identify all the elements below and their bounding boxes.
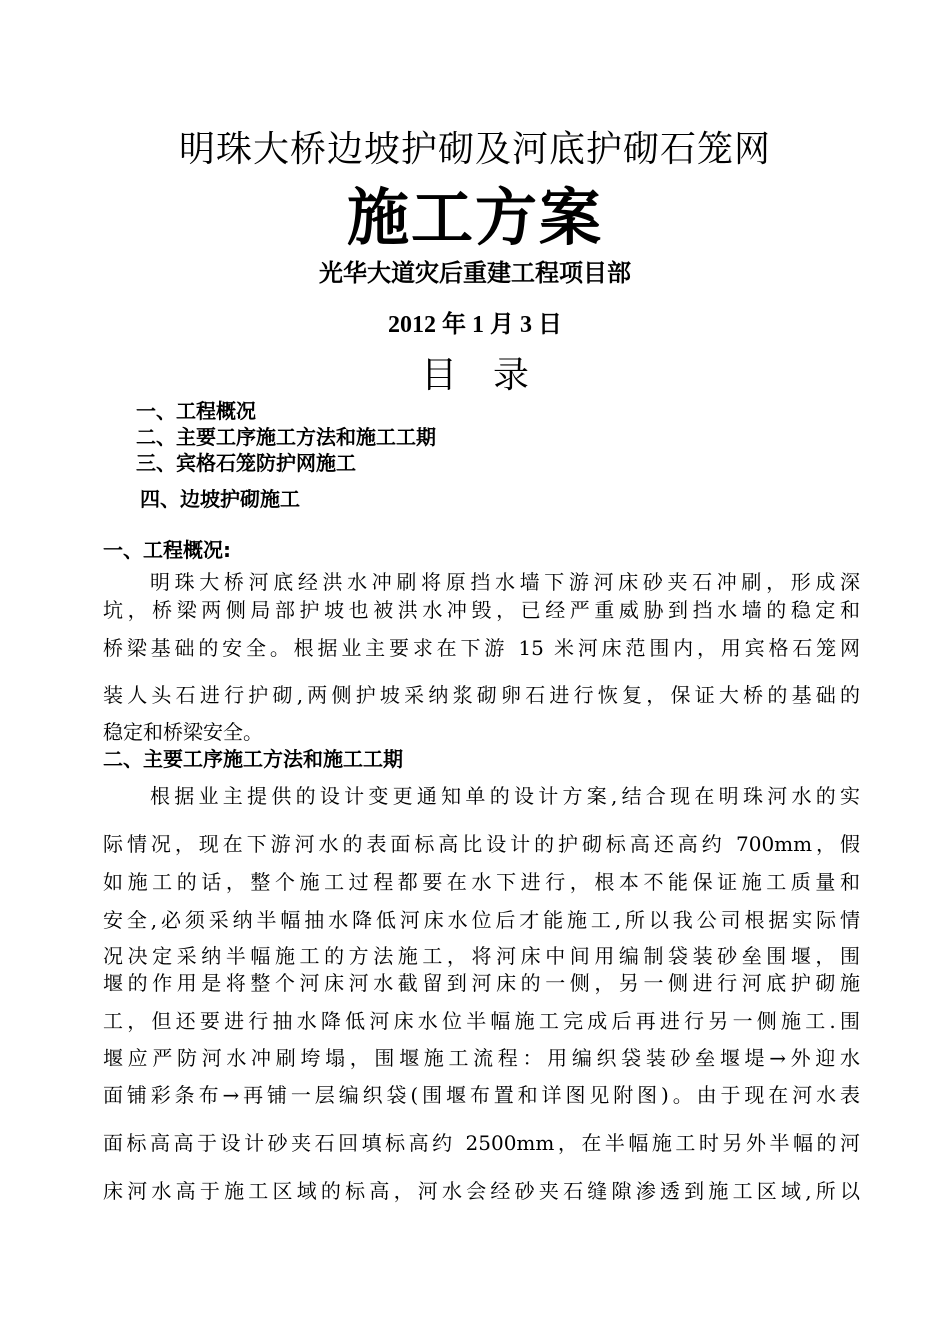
paragraph-line: 根据业主提供的设计变更通知单的设计方案,结合现在明珠河水的实 [150,784,860,808]
paragraph-line: 面铺彩条布→再铺一层编织袋(围堰布置和详图见附图)。由于现在河水表 [103,1083,860,1107]
paragraph-line: 明珠大桥河底经洪水冲刷将原挡水墙下游河床砂夹石冲刷，形成深 [150,570,860,594]
toc-item-overview: 一、工程概况 [136,399,256,423]
paragraph-line: 装人头石进行护砌,两侧护坡采纳浆砌卵石进行恢复，保证大桥的基础的 [103,683,860,707]
document-title-line1: 明珠大桥边坡护砌及河底护砌石笼网 [178,129,771,170]
paragraph-line: 堰应严防河水冲刷垮塌，围堰施工流程：用编织袋装砂垒堰堤→外迎水 [103,1046,860,1070]
section-heading-overview: 一、工程概况: [103,538,231,562]
paragraph-line: 稳定和桥梁安全。 [103,720,263,744]
section-heading-methods: 二、主要工序施工方法和施工工期 [103,747,403,771]
organization-name: 光华大道灾后重建工程项目部 [319,259,631,287]
document-date: 2012 年 1 月 3 日 [388,312,562,338]
paragraph-line: 面标高高于设计砂夹石回填标高约 2500mm，在半幅施工时另外半幅的河 [103,1131,860,1155]
paragraph-line: 床河水高于施工区域的标高，河水会经砂夹石缝隙渗透到施工区域,所以 [103,1179,860,1203]
paragraph-line: 工，但还要进行抽水降低河床水位半幅施工完成后再进行另一侧施工.围 [103,1009,860,1033]
paragraph-line: 堰的作用是将整个河床河水截留到河床的一侧，另一侧进行河底护砌施 [103,971,860,995]
paragraph-line: 坑，桥梁两侧局部护坡也被洪水冲毁，已经严重威胁到挡水墙的稳定和 [103,598,860,622]
toc-heading: 目 录 [420,355,529,396]
toc-item-slope: 四、边坡护砌施工 [140,487,300,511]
toc-item-gabion: 三、宾格石笼防护网施工 [136,451,356,475]
paragraph-line: 际情况，现在下游河水的表面标高比设计的护砌标高还高约 700mm，假 [103,832,860,856]
paragraph-line: 桥梁基础的安全。根据业主要求在下游 15 米河床范围内，用宾格石笼网 [103,636,860,660]
paragraph-line: 况决定采纳半幅施工的方法施工，将河床中间用编制袋装砂垒围堰，围 [103,944,860,968]
document-title-line2: 施工方案 [346,181,603,254]
paragraph-line: 安全,必须采纳半幅抽水降低河床水位后才能施工,所以我公司根据实际情 [103,908,860,932]
paragraph-line: 如施工的话，整个施工过程都要在水下进行，根本不能保证施工质量和 [103,870,860,894]
toc-item-methods: 二、主要工序施工方法和施工工期 [136,425,436,449]
